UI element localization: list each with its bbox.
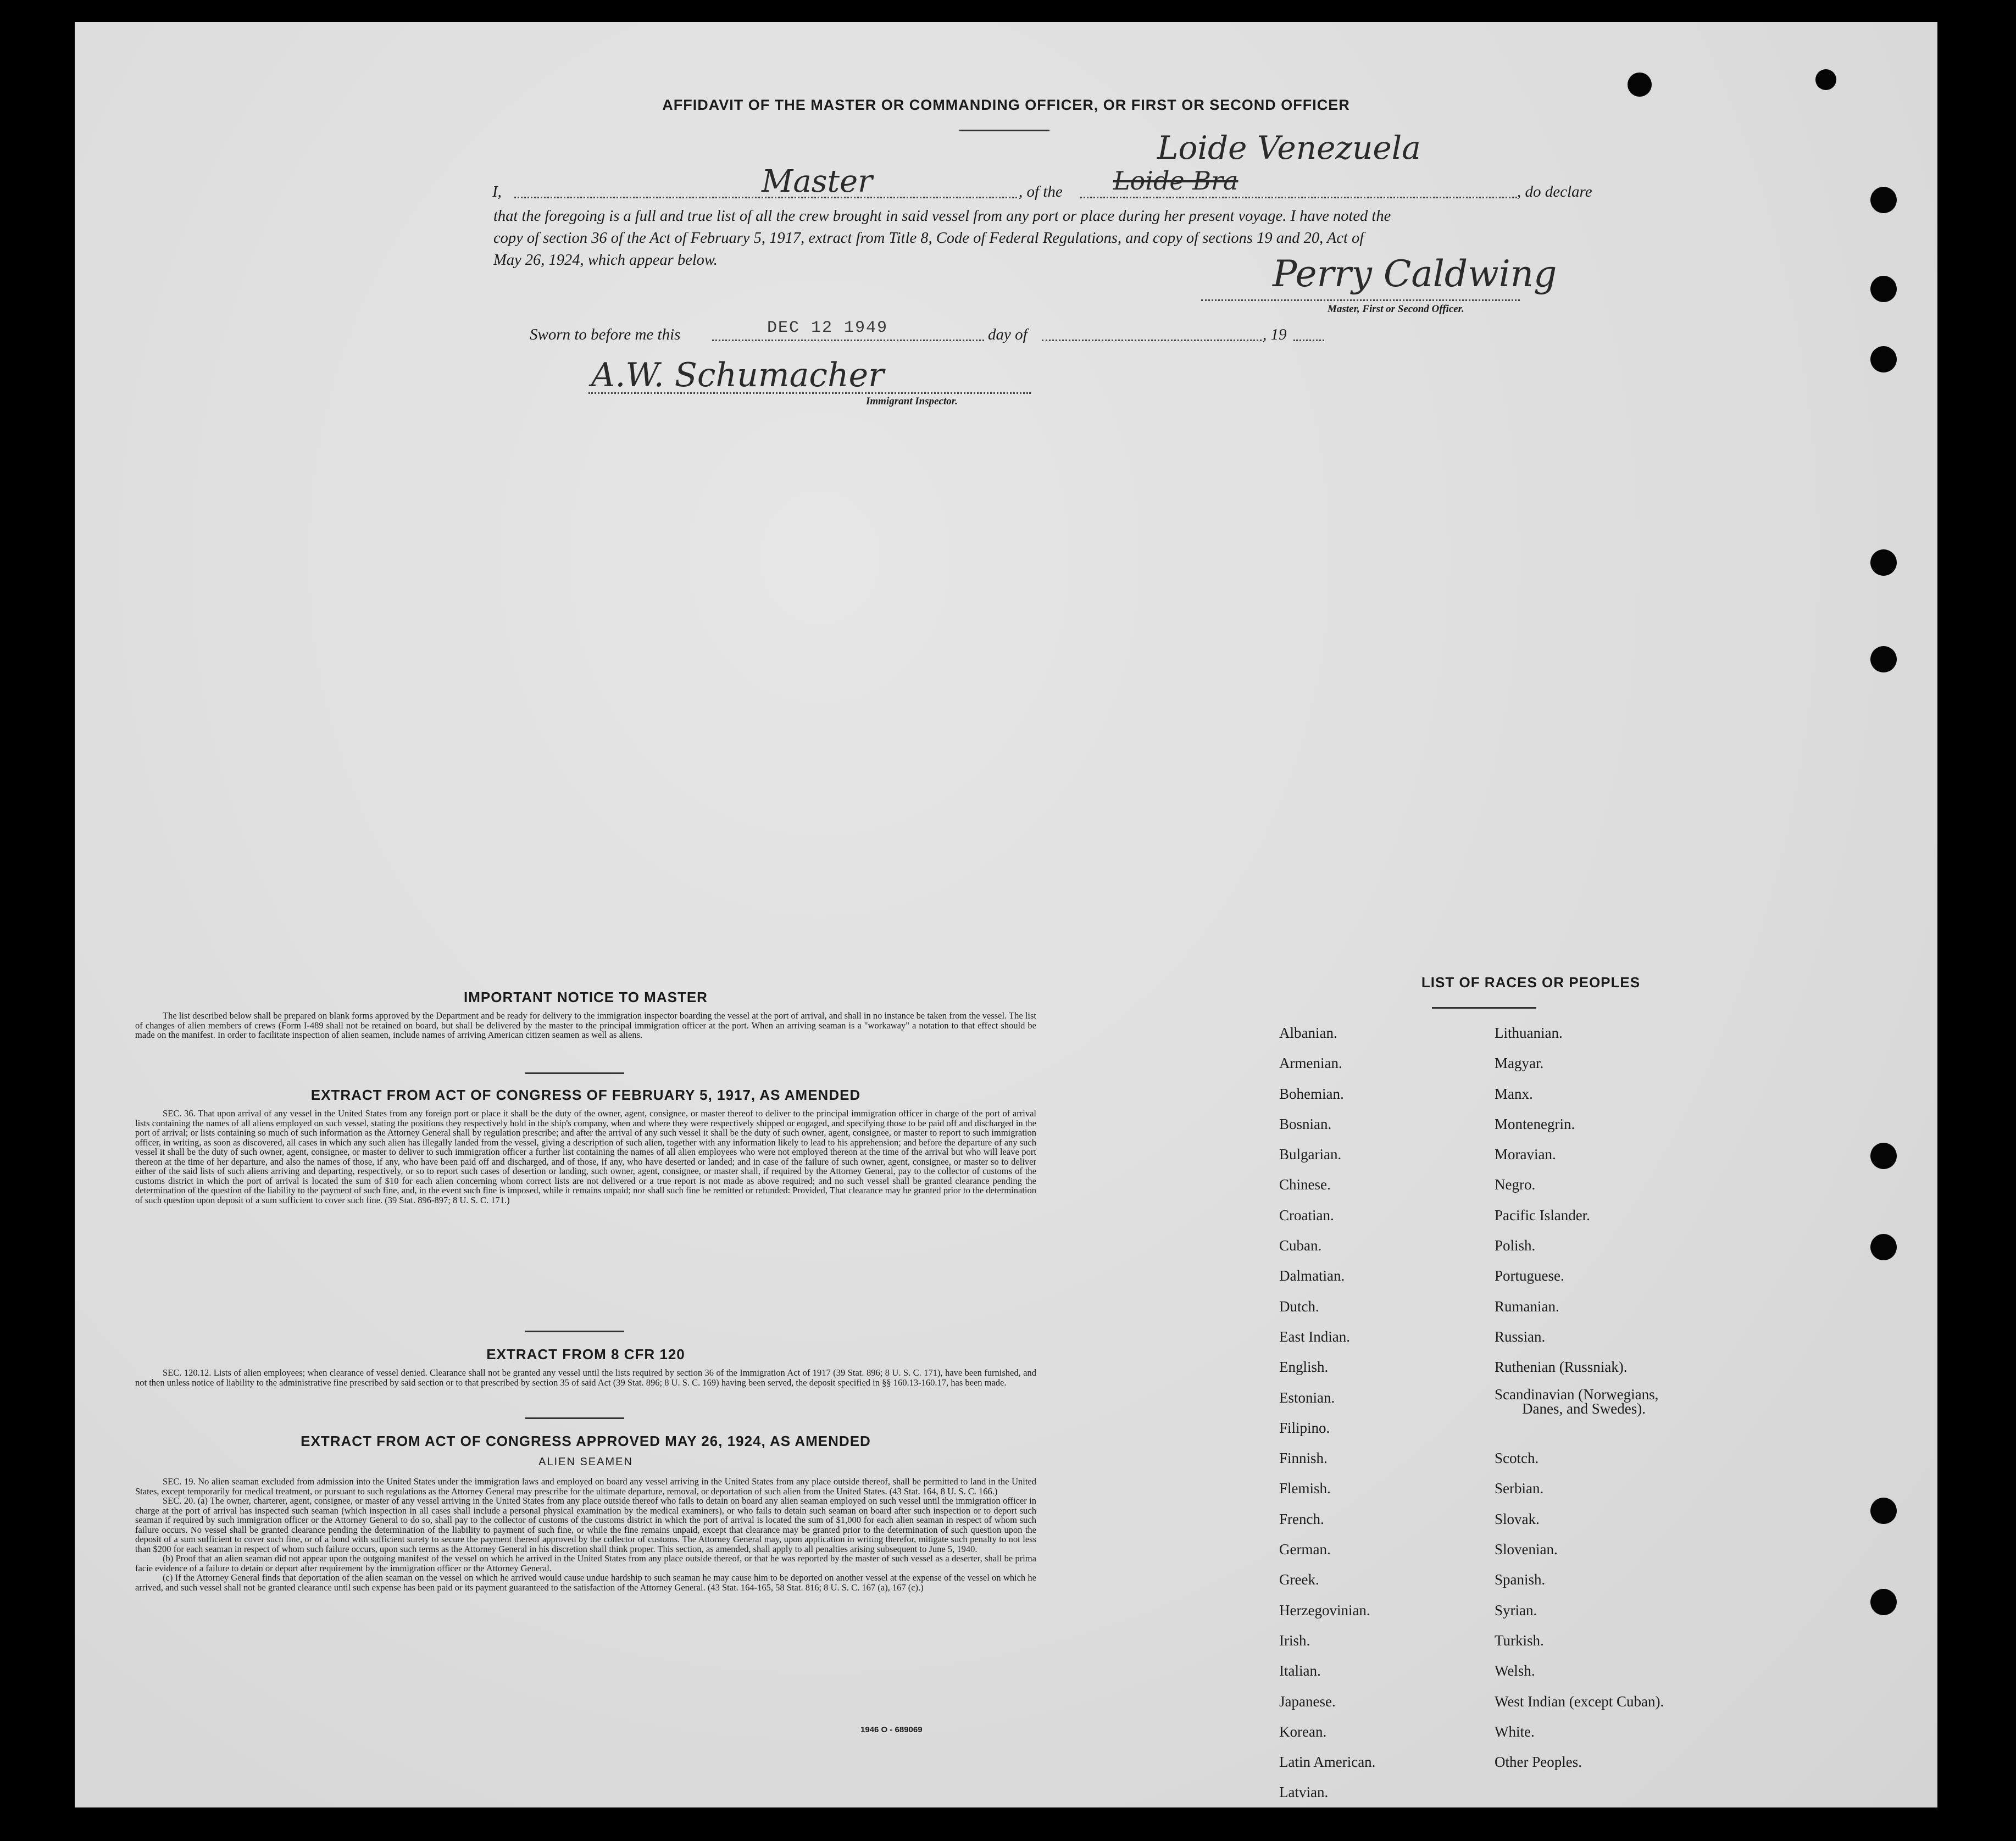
race-item: Serbian. (1495, 1480, 1544, 1497)
vessel-struck-out: Loide Bra (1113, 166, 1239, 196)
inspector-caption: Immigrant Inspector. (866, 396, 958, 407)
month-line (1042, 340, 1262, 341)
race-item: Syrian. (1495, 1601, 1537, 1618)
race-item: Other Peoples. (1495, 1754, 1582, 1771)
race-item: Cuban. (1279, 1237, 1322, 1254)
race-item-continuation: Danes, and Swedes). (1522, 1400, 1646, 1417)
extract-cfr-rule (525, 1417, 624, 1419)
sec-20a-text: SEC. 20. (a) The owner, charterer, agent, consignee, or master of any vessel arriving in the United States from any place outside thereof who fails to detain on board any alien seaman employed on such vessel until the immigration officer in charge at the port of arrival has inspected such seaman (which inspection in all cases shall include a personal physical examination by the medical examiners), or who fails to detain such seaman on board after such inspection or to deport such seaman if required by such immigration officer or the Attorney General to do so, shall pay to the collector of customs of the customs district in which the port of arrival is located the sum of $1,000 for each alien seaman in respect of whom such failure occurs. No vessel shall be granted clearance pending the determination of the liability to payment of such fine, or while the fine remains unpaid, except that clearance may be granted prior to the determination of such question upon the deposit of a sum sufficient to cover such fine, or of a bond with sufficient surety to secure the payment thereof approved by the collector of customs. The Attorney General may, upon application in writing therefor, mitigate such penalty to not less than $200 for each seaman in respect of whom such failure occurs, upon such terms as the Attorney General in his discretion shall think proper. This section, as amended, shall apply to all penalties arising subsequent to June 5, 1940. (135, 1495, 1036, 1554)
race-item: Turkish. (1495, 1632, 1544, 1649)
sworn-day-line (712, 340, 984, 341)
affidavit-body-line-1: that the foregoing is a full and true list of all the crew brought in said vessel from any port or place during her present voyage. I have noted the (493, 208, 1391, 225)
race-item: West Indian (except Cuban). (1495, 1693, 1664, 1710)
race-item: Korean. (1279, 1723, 1327, 1740)
races-rule (1432, 1007, 1536, 1009)
sworn-label: Sworn to before me this (530, 326, 681, 343)
race-item: Latin American. (1279, 1754, 1376, 1771)
race-item: Polish. (1495, 1237, 1536, 1254)
punch-hole (1870, 187, 1897, 213)
race-item-scandinavian (1495, 1383, 1664, 1444)
extract-1917-text: SEC. 36. That upon arrival of any vessel in the United States from any foreign port or place it shall be the duty of the owner, agent, consignee, or master thereof to deliver to the principal immigration officer in charge of the port of arrival lists containing the names of all aliens employed on such vessel, stating the positions they respectively hold in the ship's company, when and where they were respectively shipped or engaged, and specifying those to be paid off and discharged in the port of arrival; or lists containing so much of such information as the Attorney General shall by regulation prescribe; and after the arrival of any such vessel it shall be the duty of such owner, agent, consignee, or master to report to such immigration officer, in writing, as soon as discovered, all cases in which any such alien has illegally landed from the vessel, giving a description of such alien, together with any information likely to lead to his apprehension; and before the departure of any such vessel it shall be the duty of such owner, agent, consignee, or master to deliver to such immigration officer a further list containing the names of all alien employees who were not employed thereon at the time of the arrival but who will leave port thereon at the time of her departure, and also the names of those, if any, who have been paid off and discharged, and of those, if any, who have deserted or landed; and in case of the failure of such owner, agent, consignee, or master so to deliver either of the said lists of such aliens arriving and departing, respectively, or so to report such cases of desertion or landing, such owner, agent, consignee, or master shall, if required by the Attorney General, pay to the collector of customs of the customs district in which the port of arrival is located the sum of $10 for each alien concerning whom correct lists are not delivered or a true report is not made as above required; and no such vessel shall be granted clearance pending the determination of the question of the liability to the payment of such fine, and, in the event such fine is imposed, while it remains unpaid; nor shall such fine be remitted or refunded: Provided, That clearance may be granted prior to the determination of such question upon deposit of a sum sufficient to cover such fine. (39 Stat. 896-897; 8 U. S. C. 171.) (135, 1108, 1036, 1205)
race-item: Albanian. (1279, 1025, 1337, 1041)
race-item: Flemish. (1279, 1480, 1331, 1497)
punch-hole (1870, 1234, 1897, 1260)
race-item: Magyar. (1495, 1055, 1544, 1072)
race-item: Spanish. (1495, 1571, 1546, 1588)
race-item: Latvian. (1279, 1784, 1329, 1801)
notice-text: The list described below shall be prepared on blank forms approved by the Department and be ready for delivery to the immigration inspector boarding the vessel at the port of arrival, and shall in no instance be taken from the vessel. The list of changes of alien members of crews (Form I-489 shall not be retained on board, but shall be delivered by the master to the principal immigration officer at the port. When an arriving seaman is a "workaway" a notation to that effect should be made on the manifest. In order to facilitate inspection of alien seamen, include names of arriving American citizen seamen as well as aliens. (135, 1010, 1036, 1040)
master-signature-line (1201, 299, 1520, 301)
race-item: Welsh. (1495, 1662, 1535, 1679)
race-item: Montenegrin. (1495, 1115, 1575, 1132)
inspector-signature: A.W. Schumacher (591, 356, 884, 394)
punch-hole (1870, 646, 1897, 672)
race-item: Scandinavian (Norwegians, (1495, 1386, 1659, 1403)
race-item: Filipino. (1279, 1419, 1330, 1436)
race-item: Pacific Islander. (1495, 1206, 1590, 1223)
affidavit-title: AFFIDAVIT OF THE MASTER OR COMMANDING OFFICER, OR FIRST OR SECOND OFFICER (662, 97, 1350, 113)
race-item: Greek. (1279, 1571, 1319, 1588)
race-item: Slovenian. (1495, 1541, 1558, 1558)
races-title: LIST OF RACES OR PEOPLES (1421, 974, 1641, 991)
race-item: Negro. (1495, 1176, 1536, 1193)
sec-20c-text: (c) If the Attorney General finds that deportation of the alien seaman on the vessel on which he arrived would cause undue hardship to such seaman he may cause him to be deported on another vessel at the expense of the vessel on which he arrived, and such vessel shall not be granted clearance until such expense has been paid or its payment guaranteed to the satisfaction of the Attorney General. (43 Stat. 164-165, 58 Stat. 816; 8 U. S. C. 167 (a), 167 (c).) (135, 1572, 1036, 1593)
race-item: Estonian. (1279, 1389, 1335, 1406)
sec-20b-text: (b) Proof that an alien seaman did not appear upon the outgoing manifest of the vessel on which he arrived in the United States from any place outside thereof, or that he was reported by the master of such vessel as a deserter, shall be prima facie evidence of a failure to detain or deport after requirement by the immigration officer or the Attorney General. (135, 1553, 1036, 1573)
extract-1924-subtitle: ALIEN SEAMEN (538, 1456, 633, 1468)
race-item: Portuguese. (1495, 1267, 1564, 1284)
date-stamp: DEC 12 1949 (767, 319, 888, 337)
sec-19-text: SEC. 19. No alien seaman excluded from admission into the United States under the immigration laws and employed on board any vessel arriving in the United States from any place outside thereof, shall be permitted to land in the United States, except temporarily for medical treatment, or pursuant to such regulations as the Attorney General may prescribe for the ultimate departure, removal, or deportation of such alien from the United States. (43 Stat. 164, 8 U. S. C. 166.) (135, 1476, 1036, 1497)
vessel-handwritten: Loide Venezuela (1157, 129, 1421, 166)
race-item: Finnish. (1279, 1450, 1328, 1467)
punch-hole (1870, 346, 1897, 372)
race-item: French. (1279, 1510, 1324, 1527)
document-page (75, 22, 1937, 1807)
punch-hole (1870, 1589, 1897, 1615)
race-item: Herzegovinian. (1279, 1601, 1370, 1618)
year-line (1293, 340, 1324, 341)
race-item: Slovak. (1495, 1510, 1540, 1527)
inspector-signature-line (588, 392, 1031, 394)
extract-cfr-title: EXTRACT FROM 8 CFR 120 (486, 1346, 685, 1362)
master-signature: Perry Caldwing (1273, 253, 1557, 295)
vessel-line (1080, 197, 1517, 198)
race-item: English. (1279, 1359, 1329, 1376)
race-item: Italian. (1279, 1662, 1321, 1679)
race-item: East Indian. (1279, 1328, 1350, 1345)
race-item: Japanese. (1279, 1693, 1336, 1710)
race-item: Russian. (1495, 1328, 1546, 1345)
year-label: , 19 (1263, 326, 1287, 343)
race-item: Scotch. (1495, 1450, 1539, 1467)
extract-1917-rule (525, 1331, 624, 1332)
day-of-label: day of (988, 326, 1028, 343)
race-item: Bohemian. (1279, 1085, 1344, 1102)
race-item: Armenian. (1279, 1055, 1342, 1072)
race-item: Dalmatian. (1279, 1267, 1345, 1284)
race-item: Lithuanian. (1495, 1025, 1563, 1041)
affidavit-i: I, (492, 183, 502, 201)
punch-hole (1628, 73, 1652, 97)
race-item: Croatian. (1279, 1206, 1334, 1223)
master-signature-caption: Master, First or Second Officer. (1328, 303, 1464, 315)
extract-1924-body (135, 1477, 1036, 1592)
race-item: Irish. (1279, 1632, 1310, 1649)
affidavit-do-declare: , do declare (1517, 183, 1592, 201)
race-item: Manx. (1495, 1085, 1533, 1102)
extract-1917-title: EXTRACT FROM ACT OF CONGRESS OF FEBRUARY 5, 1917, AS AMENDED (310, 1087, 861, 1103)
extract-1924-title: EXTRACT FROM ACT OF CONGRESS APPROVED MAY 26, 1924, AS AMENDED (301, 1433, 871, 1449)
race-item: Rumanian. (1495, 1298, 1559, 1315)
race-item: Ruthenian (Russniak). (1495, 1359, 1628, 1376)
punch-hole (1870, 1498, 1897, 1524)
title-rule (959, 130, 1049, 131)
punch-hole (1815, 69, 1836, 90)
rank-handwritten: Master (762, 164, 873, 199)
affidavit-of-the: , of the (1019, 183, 1063, 201)
races-left-column (1279, 1018, 1375, 1808)
race-item: Bosnian. (1279, 1115, 1332, 1132)
race-item: White. (1495, 1723, 1535, 1740)
affidavit-body-line-2: copy of section 36 of the Act of February 5, 1917, extract from Title 8, Code of Federal Regulations, and copy of sections 19 and 20, Act of (493, 230, 1364, 247)
race-item: Moravian. (1495, 1146, 1556, 1163)
notice-rule (525, 1072, 624, 1074)
extract-cfr-text: SEC. 120.12. Lists of alien employees; when clearance of vessel denied. Clearance shall not be granted any vessel until the lists required by section 36 of the Immigration Act of 1917 (39 Stat. 896; 8 U. S. C. 171), have been furnished, and not then unless notice of liability to the administrative fine prescribed by said section or to that prescribed by section 35 of said Act (39 Stat. 896; 8 U. S. C. 169) having been served, the deposit specified in §§ 160.13-160.17, has been made. (135, 1367, 1036, 1388)
race-item: German. (1279, 1541, 1331, 1558)
race-item: Chinese. (1279, 1176, 1331, 1193)
print-code: 1946 O - 689069 (860, 1725, 923, 1734)
races-right-column (1495, 1018, 1664, 1777)
punch-hole (1870, 276, 1897, 302)
notice-title: IMPORTANT NOTICE TO MASTER (464, 989, 708, 1005)
punch-hole (1870, 549, 1897, 576)
race-item: Dutch. (1279, 1298, 1319, 1315)
affidavit-body-line-3: May 26, 1924, which appear below. (493, 252, 718, 269)
race-item: Bulgarian. (1279, 1146, 1342, 1163)
punch-hole (1870, 1143, 1897, 1169)
